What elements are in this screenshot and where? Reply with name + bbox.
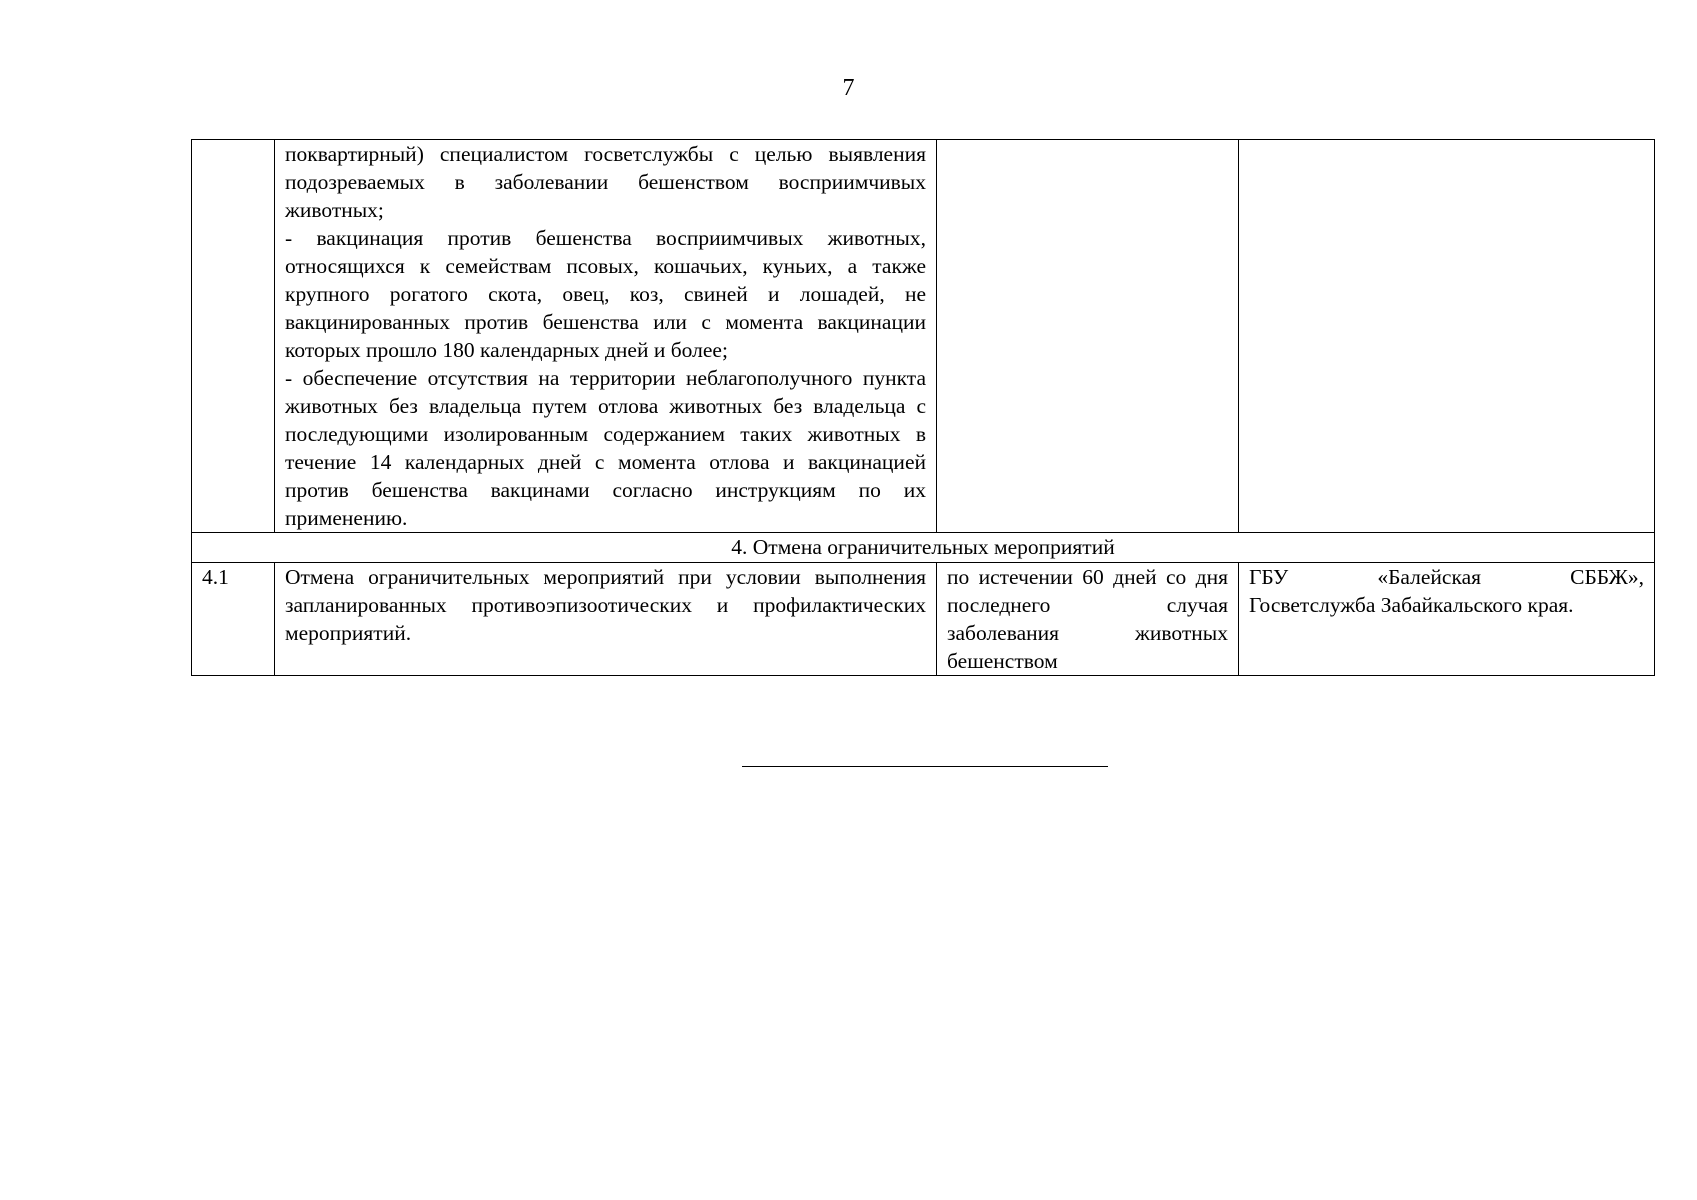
cell-description <box>275 563 937 676</box>
measures-table <box>191 139 1655 676</box>
description-paragraph: - вакцинация против бешенства восприимчивых животных, относящихся к семействам псовых, кошачьих, куньих, а также крупного рогатого скота, овец, коз, свиней и лошадей, не вакцинированных против бешенства или с момента вакцинации которых прошло 180 календарных дней и более; <box>285 226 926 362</box>
cell-number <box>192 140 275 533</box>
table-row-section-heading <box>192 533 1655 563</box>
responsible-line: ГБУ «Балейская СББЖ», <box>1249 565 1644 589</box>
table-row <box>192 563 1655 676</box>
page-number: 7 <box>842 75 855 101</box>
deadline-text: по истечении 60 дней со дня последнего случая заболевания животных бешенством <box>947 565 1228 673</box>
description-paragraph: - обеспечение отсутствия на территории неблагополучного пункта животных без владельца путем отлова животных без владельца с последующими изолированным содержанием таких животных в течение 14 календарных дней с момента отлова и вакцинацией против бешенства вакцинами согласно инструкциям по их применению. <box>285 366 926 530</box>
cell-responsible <box>1239 140 1655 533</box>
end-separator-line <box>742 766 1108 767</box>
description-text: Отмена ограничительных мероприятий при условии выполнения запланированных противоэпизоотических и профилактических мероприятий. <box>285 565 926 645</box>
responsible-line: Госветслужба Забайкальского края. <box>1249 593 1574 617</box>
table-row-continued <box>192 140 1655 533</box>
cell-deadline <box>937 140 1239 533</box>
cell-responsible <box>1239 563 1655 676</box>
cell-description <box>275 140 937 533</box>
section-heading: 4. Отмена ограничительных мероприятий <box>192 533 1655 563</box>
cell-deadline <box>937 563 1239 676</box>
description-paragraph: поквартирный) специалистом госветслужбы с целью выявления подозреваемых в заболевании бешенством восприимчивых животных; <box>285 142 926 222</box>
cell-number: 4.1 <box>192 563 275 676</box>
